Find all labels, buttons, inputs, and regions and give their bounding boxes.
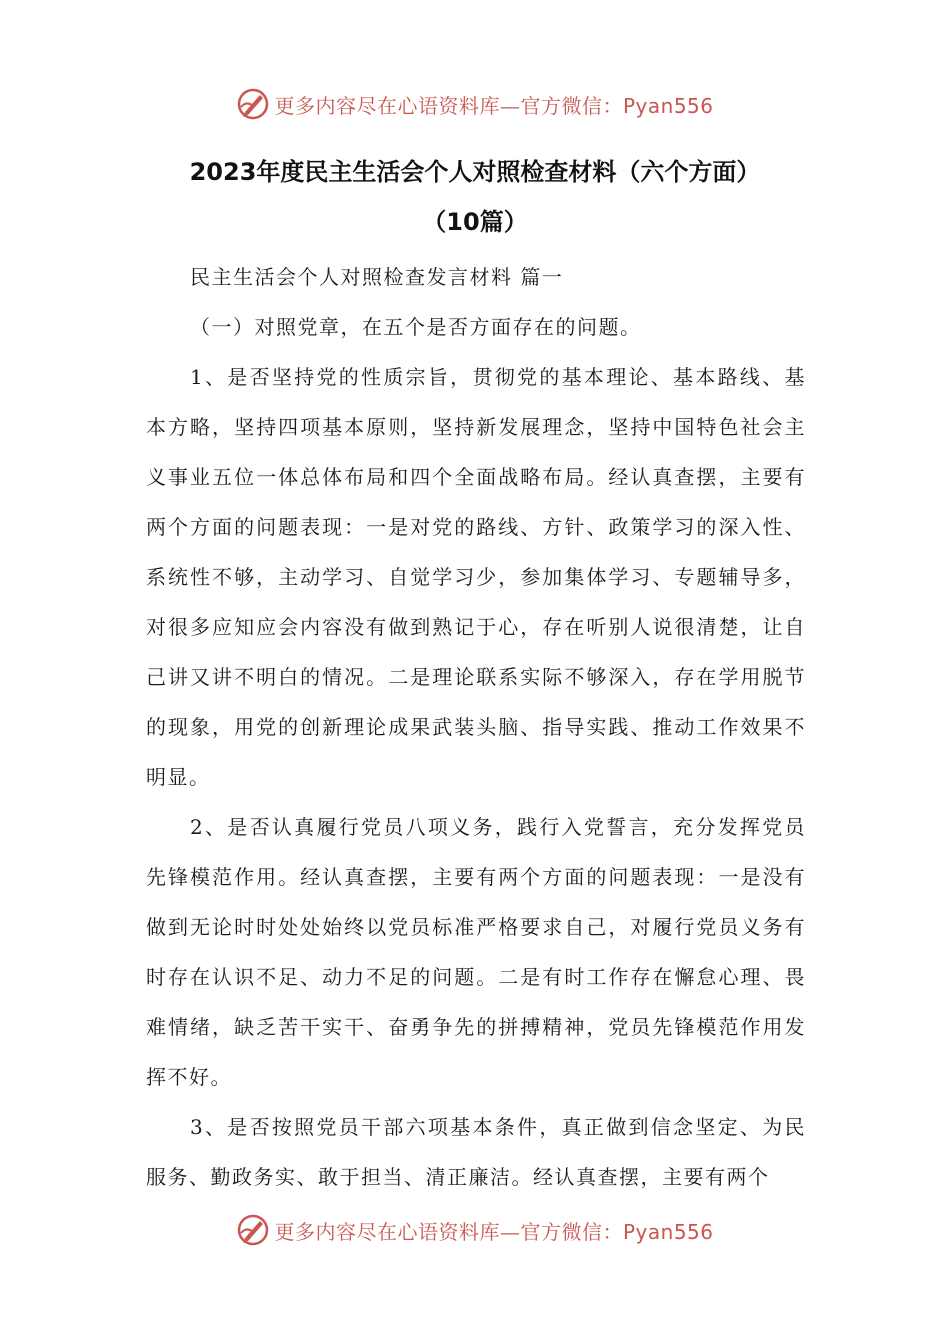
watermark-brand: Pyan556 (622, 1219, 714, 1244)
document-title-count: （10篇） (422, 208, 528, 236)
document-title: 2023年度民主生活会个人对照检查材料（六个方面） (189, 158, 761, 186)
watermark-footer (0, 1210, 950, 1250)
body-paragraph: 1、是否坚持党的性质宗旨，贯彻党的基本理论、基本路线、基本方略，坚持四项基本原则，坚持新发展理念，坚持中国特色社会主义事业五位一体总体布局和四个全面战略布局。经认真查摆，主要有两个方面的问题表现：一是对党的路线、方针、政策学习的深入性、系统性不够，主动学习、自觉学习少，参加集体学习、专题辅导多，对很多应知应会内容没有做到熟记于心，存在听别人说很清楚，让自己讲又讲不明白的情况。二是理论联系实际不够深入，存在学用脱节的现象，用党的创新理论成果武装头脑、指导实践、推动工作效果不明显。 (146, 365, 806, 789)
watermark-header (0, 84, 950, 124)
pen-logo-icon (236, 87, 270, 121)
watermark-text (274, 1216, 713, 1245)
watermark-text (274, 90, 713, 119)
body-paragraph: 2、是否认真履行党员八项义务，践行入党誓言，充分发挥党员先锋模范作用。经认真查摆，主要有两个方面的问题表现：一是没有做到无论时时处处始终以党员标准严格要求自己，对履行党员义务有时存在认识不足、动力不足的问题。二是有时工作存在懈怠心理、畏难情绪，缺乏苦干实干、奋勇争先的拼搏精神，党员先锋模范作用发挥不好。 (146, 815, 806, 1089)
document-body (146, 252, 806, 1202)
subsection-heading: （一）对照党章，在五个是否方面存在的问题。 (190, 315, 642, 339)
watermark-label: 更多内容尽在心语资料库—官方微信： (274, 93, 623, 118)
body-paragraph: 3、是否按照党员干部六项基本条件，真正做到信念坚定、为民服务、勤政务实、敢于担当、清正廉洁。经认真查摆，主要有两个 (146, 1115, 806, 1189)
watermark-brand: Pyan556 (622, 93, 714, 118)
pen-logo-icon (236, 1213, 270, 1247)
watermark-label: 更多内容尽在心语资料库—官方微信： (274, 1219, 623, 1244)
section-heading: 民主生活会个人对照检查发言材料 篇一 (190, 265, 564, 289)
